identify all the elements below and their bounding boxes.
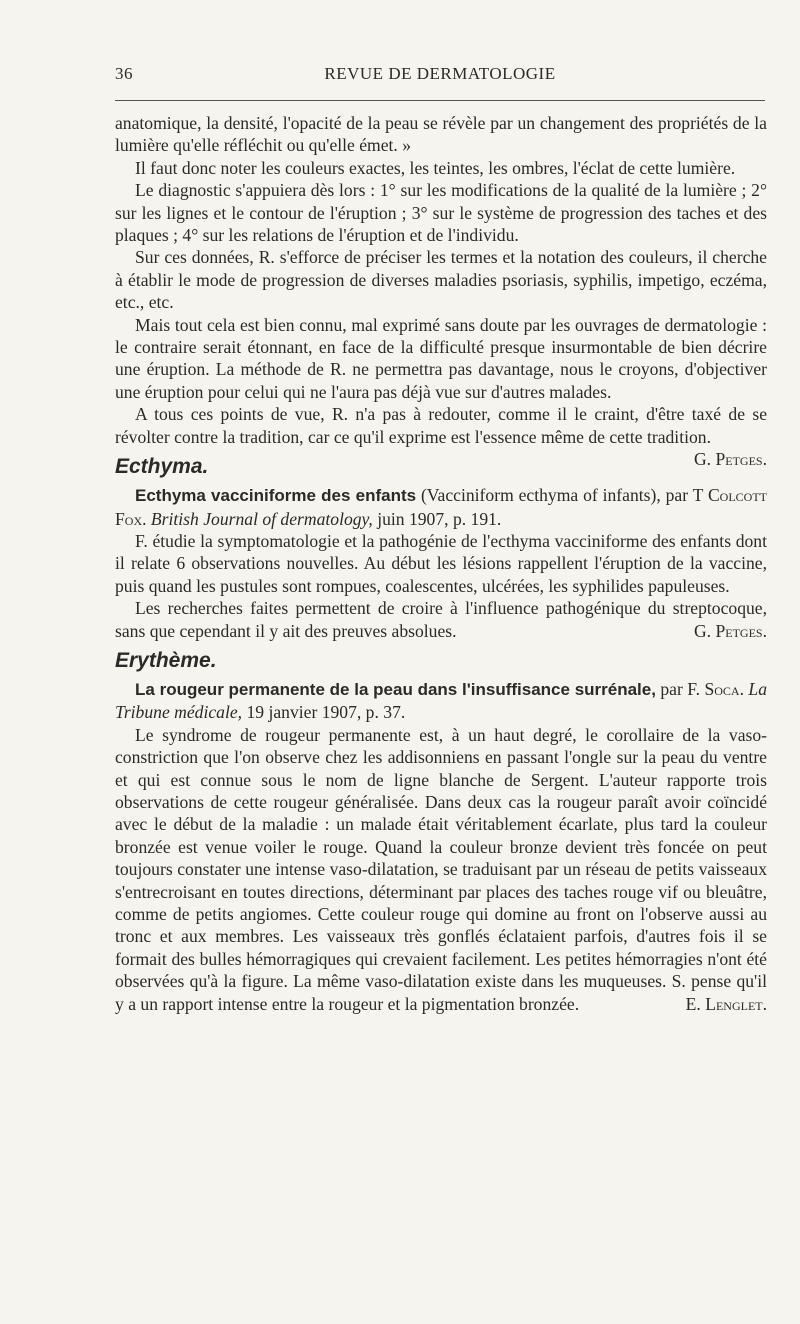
paragraph: Le diagnostic s'appuiera dès lors : 1° sur les modifications de la qualité de la lumière ; 2° sur les lignes et le contour de l'éruption ; 3° sur le système de progression des taches et des plaques ; 4° sur les relations de l'éruption et de l'individu.: [115, 180, 767, 246]
paragraph-text: Les recherches faites permettent de croire à l'influence pathogénique du streptocoque, sans que cependant il y ait des preuves absolues.: [115, 598, 767, 641]
page-number: 36: [115, 64, 133, 83]
paragraph: [115, 724, 767, 1015]
page-header: [115, 62, 765, 90]
citation-date: juin 1907, p. 191.: [372, 508, 502, 529]
citation-date: 19 janvier 1907, p. 37.: [242, 702, 406, 723]
paragraph: Il faut donc noter les couleurs exactes, les teintes, les ombres, l'éclat de cette lumière.: [135, 157, 736, 178]
signature: G. Petges.: [693, 620, 767, 641]
paragraph: Mais tout cela est bien connu, mal exprimé sans doute par les ouvrages de dermatologie : le contraire serait étonnant, en face de la difficulté presque insurmontable de bien décrire une éruption. La méthode de R. ne permettra pas davantage, nous le croyons, d'objectiver une éruption pour celui qui ne l'aura pas déjà vue sur d'autres malades.: [115, 314, 767, 402]
signature: E. Lenglet.: [685, 993, 767, 1014]
article-citation: [115, 484, 767, 530]
section-heading-erytheme: Erythème.: [115, 648, 217, 672]
author-name: Soca.: [704, 678, 744, 699]
paragraph-text: Le syndrome de rougeur permanente est, à un haut degré, le corollaire de la vaso-constriction que l'on observe chez les addisonniens en passant l'ongle sur la peau du ventre et qui est connue sous le nom de ligne blanche de Sergent. L'auteur rapporte trois observations de cette rougeur généralisée. Dans deux cas la rougeur paraît avoir coïncidé avec le début de la maladie : un malade était véritablement écarlate, plus tard la couleur bronzée est venue voiler le rouge. Quand la couleur bronze devient très foncée on peut toujours constater une intense vaso-dilatation, se traduisant par un réseau de petits vaisseaux s'entrecroisant en toutes directions, déterminant par places des taches rouge vif ou bleuâtre, comme de petits angiomes. Cette couleur rouge qui domine au front on l'observe aussi au tronc et aux membres. Les vaisseaux très gonflés éclataient parfois, d'autres fois il se formait des bulles hémorragiques qui crevaient facilement. Les petites hémorragies n'ont été observées qu'à la figure. La même vaso-dilatation existe dans les muqueuses. S. pense qu'il y a un rapport intense entre la rougeur et la pigmentation bronzée.: [115, 724, 767, 1014]
citation-text: (Vacciniform ecthyma of infants), par T: [416, 485, 704, 506]
citation-text: par F.: [655, 678, 705, 699]
running-title: REVUE DE DERMATOLOGIE: [324, 64, 556, 83]
header-rule: [115, 100, 765, 101]
author-name: Colcott Fox.: [115, 485, 767, 529]
paragraph: F. étudie la symptomatologie et la pathogénie de l'ecthyma vacciniforme des enfants dont il relate 6 observations nouvelles. Au début les lésions rappellent l'éruption de la vaccine, puis quand les pustules sont rompues, coalescentes, ulcérées, les syphilides papuleuses.: [115, 530, 767, 596]
paragraph: Sur ces données, R. s'efforce de préciser les termes et la notation des couleurs, il cherche à établir le mode de progression de diverses maladies psoriasis, syphilis, impetigo, eczéma, etc., etc.: [115, 247, 767, 313]
article-title: La rougeur permanente de la peau dans l'insuffisance surrénale,: [135, 679, 656, 699]
article-title: Ecthyma vacciniforme des enfants: [135, 486, 417, 506]
paragraph-text: A tous ces points de vue, R. n'a pas à redouter, comme il le craint, d'être taxé de se révolter contre la tradition, car ce qu'il exprime est l'essence même de cette tradition.: [115, 404, 767, 447]
paragraph: [115, 597, 767, 642]
paragraph: anatomique, la densité, l'opacité de la peau se révèle par un changement des propriétés de la lumière qu'elle réfléchit ou qu'elle émet. »: [115, 113, 767, 156]
journal-name: La Tribune médicale,: [115, 678, 768, 723]
journal-name: British Journal of dermatology,: [150, 508, 373, 529]
main-text: [115, 112, 767, 1015]
section-heading-ecthyma: Ecthyma.: [115, 455, 209, 479]
signature: G. Petges.: [693, 449, 767, 470]
article-citation: [115, 678, 767, 724]
